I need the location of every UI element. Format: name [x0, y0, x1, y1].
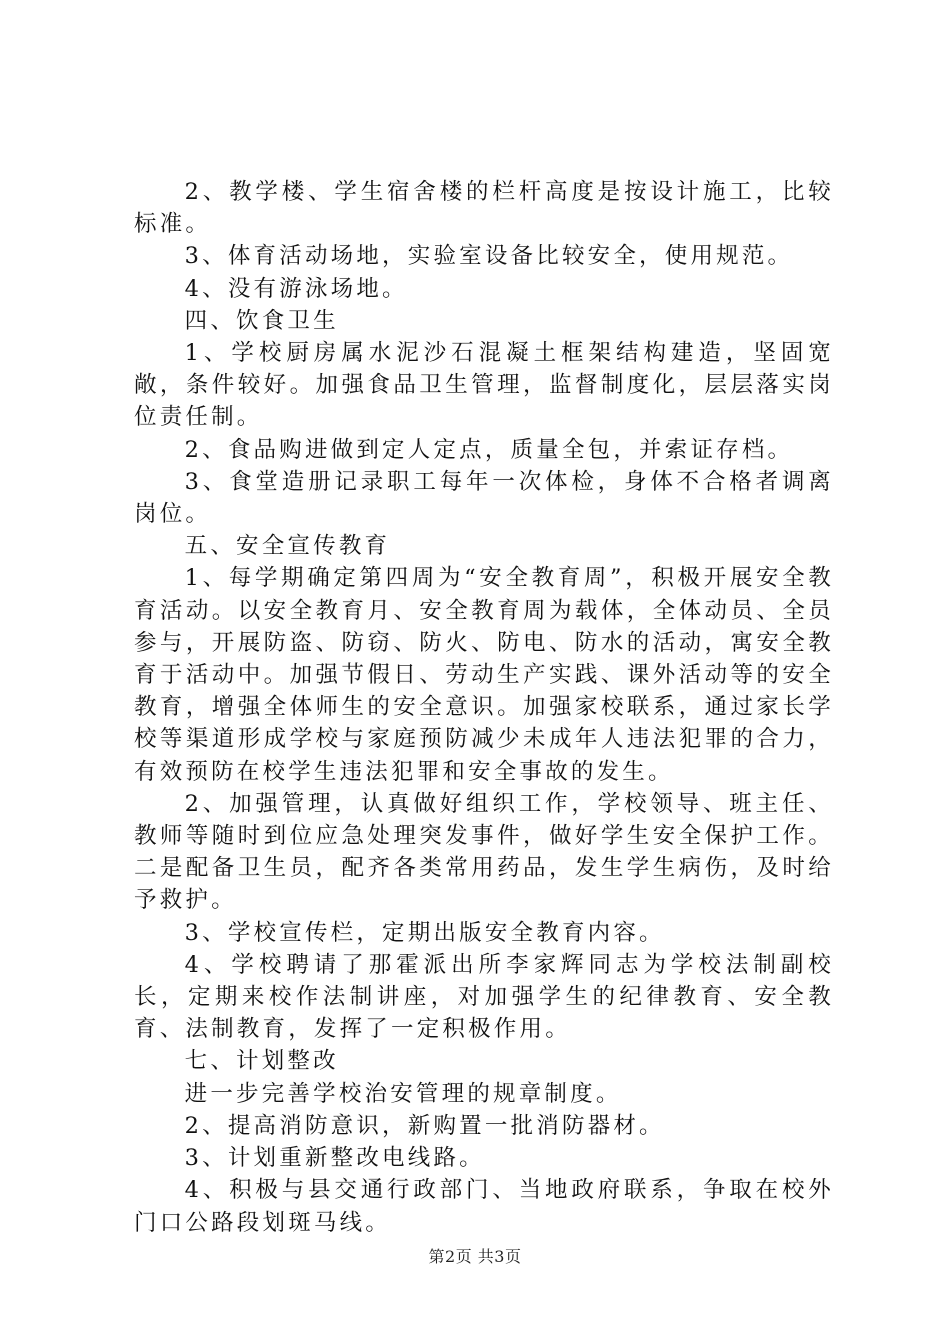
- page-footer: [0, 1244, 950, 1267]
- section-heading-rectification-plan: 七、计划整改: [184, 1048, 339, 1075]
- paragraph-kitchen: 1、学校厨房属水泥沙石混凝土框架结构建造，坚固宽敞，条件较好。加强食品卫生管理，监督制度化，层层落实岗位责任制。: [134, 340, 834, 431]
- paragraph-bulletin-board: 3、学校宣传栏，定期出版安全教育内容。: [184, 919, 665, 946]
- paragraph-wiring: 3、计划重新整改电线路。: [184, 1145, 485, 1172]
- page-number-label: 第2页 共3页: [428, 1247, 522, 1266]
- document-body: [134, 176, 834, 1239]
- section-heading-safety-education: 五、安全宣传教育: [184, 533, 391, 560]
- paragraph-staff-checkup: 3、食堂造册记录职工每年一次体检，身体不合格者调离岗位。: [134, 468, 834, 528]
- paragraph-management: 2、加强管理，认真做好组织工作，学校领导、班主任、教师等随时到位应急处理突发事件，做好学生安全保护工作。二是配备卫生员，配齐各类常用药品，发生学生病伤，及时给予救护。: [134, 790, 834, 914]
- paragraph-safety-week: 1、每学期确定第四周为“安全教育周”，积极开展安全教育活动。以安全教育月、安全教育周为载体，全体动员、全员参与，开展防盗、防窃、防火、防电、防水的活动，寓安全教育于活动中。加强节假日、劳动生产实践、课外活动等的安全教育，增强全体师生的安全意识。加强家校联系，通过家长学校等渠道形成学校与家庭预防减少未成年人违法犯罪的合力，有效预防在校学生违法犯罪和安全事故的发生。: [134, 565, 834, 785]
- paragraph-no-swimming: 4、没有游泳场地。: [184, 275, 408, 302]
- paragraph-sports-field: 3、体育活动场地，实验室设备比较安全，使用规范。: [184, 243, 794, 270]
- paragraph-legal-vice-principal: 4、学校聘请了那霍派出所李家辉同志为学校法制副校长，定期来校作法制讲座，对加强学生的纪律教育、安全教育、法制教育，发挥了一定积极作用。: [134, 951, 834, 1043]
- paragraph-food-purchase: 2、食品购进做到定人定点，质量全包，并索证存档。: [184, 436, 794, 463]
- paragraph-railing-height: 2、教学楼、学生宿舍楼的栏杆高度是按设计施工，比较标准。: [134, 179, 834, 238]
- paragraph-zebra-crossing: 4、积极与县交通行政部门、当地政府联系，争取在校外门口公路段划斑马线。: [134, 1177, 834, 1236]
- section-heading-food-hygiene: 四、饮食卫生: [184, 307, 339, 334]
- paragraph-fire-equipment: 2、提高消防意识，新购置一批消防器材。: [184, 1112, 665, 1139]
- paragraph-rules-improvement: 进一步完善学校治安管理的规章制度。: [184, 1080, 622, 1107]
